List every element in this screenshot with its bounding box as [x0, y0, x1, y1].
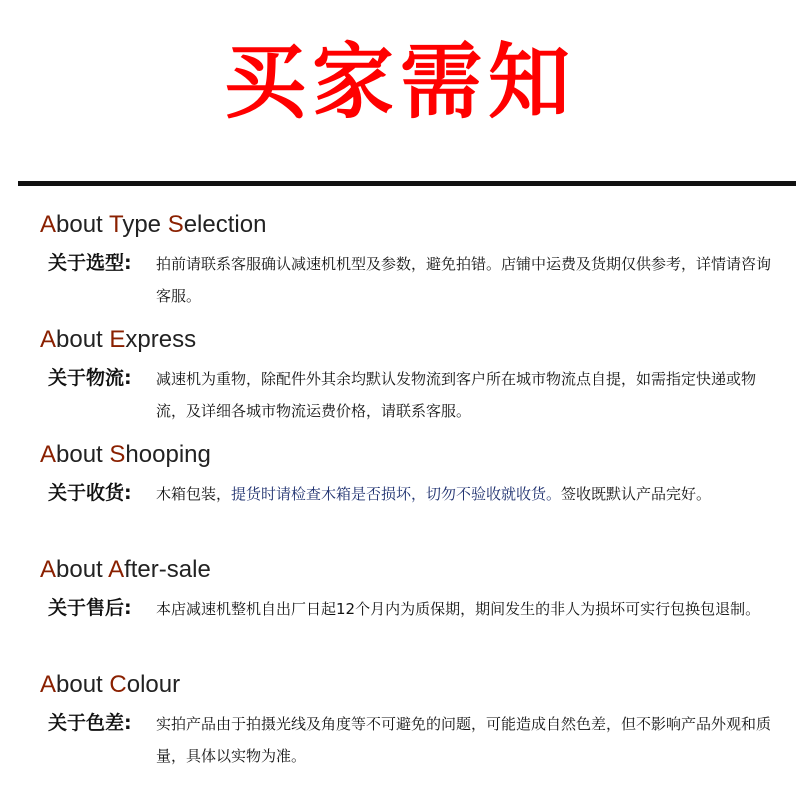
section-text [156, 478, 785, 510]
heading-text: bout [56, 326, 110, 353]
section-label: 关于色差: [48, 712, 132, 734]
section-heading [40, 325, 785, 355]
section-label: 关于物流: [48, 367, 132, 389]
section-heading [40, 670, 785, 700]
heading-initial: S [109, 441, 126, 468]
section-text: 实拍产品由于拍摄光线及角度等不可避免的问题，可能造成自然色差，但不影响产品外观和质量，具体以实物为准。 [156, 715, 772, 765]
heading-initial: C [109, 671, 127, 698]
heading-initial: E [109, 326, 126, 353]
section-colour [40, 670, 785, 772]
section-heading [40, 210, 785, 240]
section-heading [40, 440, 785, 470]
section-shooping [40, 440, 785, 510]
page-title: 买家需知 [223, 35, 576, 130]
section-type-selection [40, 210, 785, 312]
heading-initial: A [40, 441, 57, 468]
divider [18, 181, 796, 186]
section-label: 关于收货: [48, 482, 132, 504]
section-text: 拍前请联系客服确认减速机机型及参数，避免拍错。店铺中运费及货期仅供参考，详情请咨询客服。 [156, 255, 772, 305]
heading-initial: A [108, 556, 125, 583]
section-text: 减速机为重物，除配件外其余均默认发物流到客户所在城市物流点自提，如需指定快递或物流，及详细各城市物流运费价格，请联系客服。 [156, 370, 757, 420]
heading-initial: A [40, 556, 57, 583]
heading-text: fter-sale [124, 556, 211, 583]
section-after-sale [40, 555, 785, 625]
heading-text: bout [56, 211, 109, 238]
text-part-highlight: 提货时请检查木箱是否损坏，切勿不验收就收货。 [231, 485, 562, 503]
text-part: 签收既默认产品完好。 [561, 485, 712, 503]
text-part: 木箱包装， [156, 485, 232, 503]
heading-text: xpress [125, 326, 197, 353]
heading-text: election [183, 211, 267, 238]
heading-text: ype [122, 211, 168, 238]
section-label: 关于选型: [48, 252, 132, 274]
heading-initial: T [108, 211, 123, 238]
heading-text: bout [56, 671, 110, 698]
section-heading [40, 555, 785, 585]
heading-initial: S [167, 211, 184, 238]
heading-text: bout [56, 556, 109, 583]
section-label: 关于售后: [48, 597, 132, 619]
heading-initial: A [40, 326, 57, 353]
section-express [40, 325, 785, 427]
heading-initial: A [40, 211, 57, 238]
heading-text: olour [126, 671, 181, 698]
heading-initial: A [40, 671, 57, 698]
heading-text: bout [56, 441, 110, 468]
section-text: 本店减速机整机自出厂日起12个月内为质保期，期间发生的非人为损坏可实行包换包退制。 [156, 600, 761, 618]
heading-text: hooping [125, 441, 211, 468]
